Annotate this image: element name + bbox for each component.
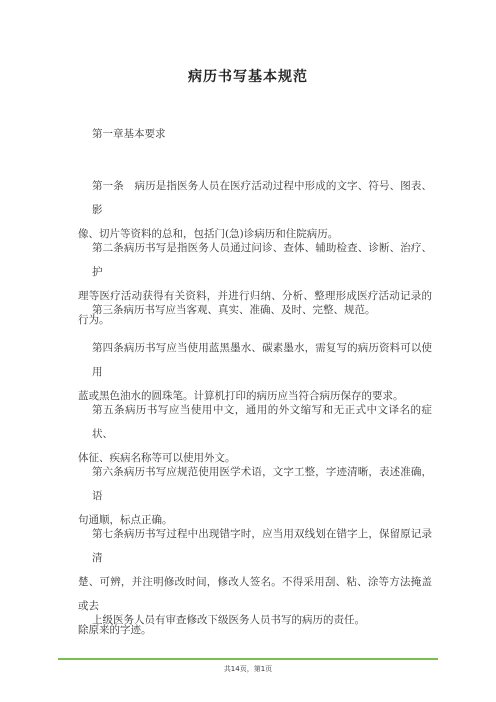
paragraph-line: 第四条病历书写应当使用蓝黑墨水、碳素墨水，需复写的病历资料可以使用 [92, 342, 432, 378]
page-counter: 共14页，第1页 [223, 665, 273, 673]
paragraph-line: 第五条病历书写应当使用中文，通用的外文缩写和无正式中文译名的症状、 [92, 404, 432, 440]
paragraph-line: 第六条病历书写应规范使用医学术语，文字工整，字迹清晰，表述准确，语 [92, 466, 432, 502]
paragraph-line: 第七条病历书写过程中出现错字时，应当用双线划在错字上，保留原记录清 [92, 528, 432, 564]
paragraph-line: 句通顺，标点正确。 [78, 514, 173, 526]
paragraph-line: 楚、可辨，并注明修改时间，修改人签名。不得采用刮、粘、涂等方法掩盖或去 [78, 576, 432, 612]
paragraph-line: 体征、疾病名称等可以使用外文。 [78, 452, 236, 464]
paragraph-line: 上级医务人员有审查修改下级医务人员书写的病历的责任。 [92, 614, 365, 626]
footer-rule [58, 658, 438, 660]
paragraph-supervision [92, 608, 432, 632]
chapter-heading: 第一章基本要求 [92, 128, 166, 140]
paragraph-article-3 [92, 298, 432, 322]
paragraph-line: 除原来的字迹。 [78, 624, 152, 636]
paragraph-line: 蓝或黑色油水的圆珠笔。计算机打印的病历应当符合病历保存的要求。 [78, 390, 404, 402]
paragraph-line: 像、切片等资料的总和，包括门(急)诊病历和住院病历。 [78, 228, 339, 240]
paragraph-line: 理等医疗活动获得有关资料，并进行归纳、分析、整理形成医疗活动记录的行为。 [78, 290, 432, 326]
paragraph-line: 第三条病历书写应当客观、真实、准确、及时、完整、规范。 [92, 304, 376, 316]
document-title: 病历书写基本规范 [188, 69, 308, 85]
paragraph-line: 第一条 病历是指医务人员在医疗活动过程中形成的文字、符号、图表、影 [92, 180, 432, 216]
paragraph-line: 第二条病历书写是指医务人员通过问诊、查体、辅助检查、诊断、治疗、护 [92, 242, 432, 278]
